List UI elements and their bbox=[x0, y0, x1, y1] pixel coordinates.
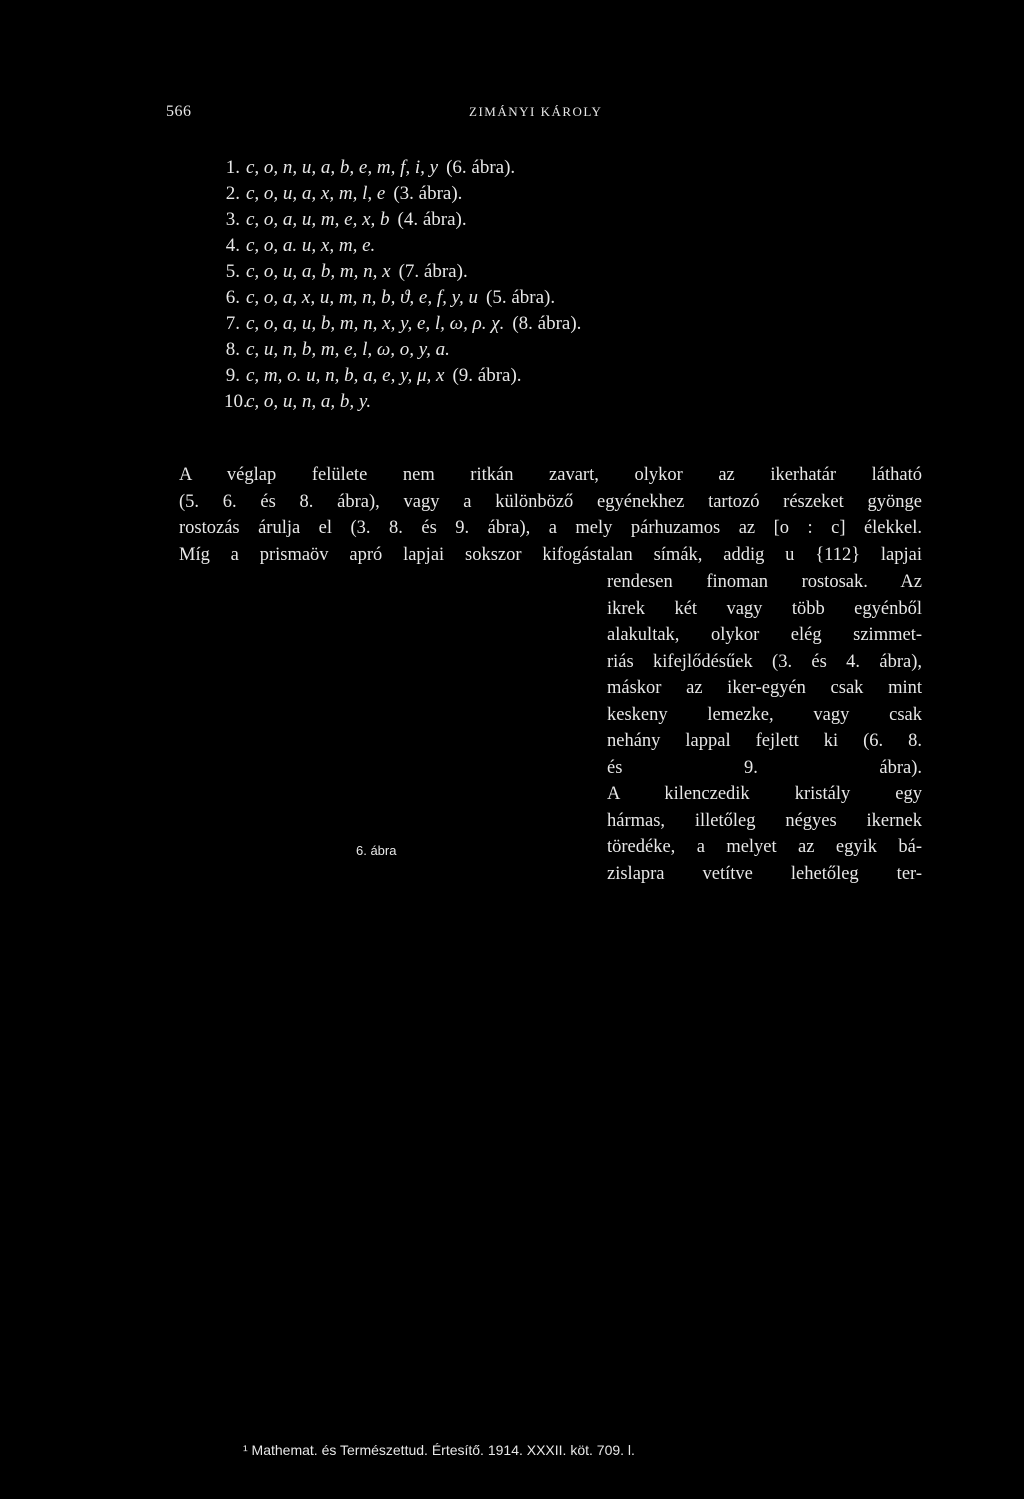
list-item bbox=[224, 157, 515, 179]
text-line: és 9. ábra). bbox=[607, 757, 922, 778]
list-forms: c, m, o. u, n, b, a, e, y, μ, x bbox=[246, 365, 445, 386]
figure-caption: 6. ábra bbox=[356, 843, 397, 858]
list-forms: c, o, u, a, b, m, n, x bbox=[246, 261, 391, 282]
list-forms: c, u, n, b, m, e, l, ω, o, y, a. bbox=[246, 339, 450, 360]
list-number: 5. bbox=[225, 261, 240, 282]
list-figure-ref: (5. ábra). bbox=[486, 287, 556, 308]
list-forms: c, o, u, n, a, b, y. bbox=[246, 391, 372, 412]
list-forms: c, o, a, u, b, m, n, x, y, e, l, ω, ρ. χ. bbox=[246, 313, 505, 334]
text-line: rostozás árulja el (3. 8. és 9. ábra), a mely párhuzamos az [o : c] élekkel. bbox=[179, 518, 922, 539]
list-figure-ref: (9. ábra). bbox=[452, 365, 522, 386]
list-number: 3. bbox=[225, 209, 240, 230]
list-number: 6. bbox=[225, 287, 240, 308]
list-figure-ref: (4. ábra). bbox=[397, 209, 467, 230]
list-number: 10. bbox=[224, 391, 248, 412]
text-line: hármas, illetőleg négyes ikernek bbox=[607, 810, 922, 831]
list-figure-ref: (8. ábra). bbox=[512, 313, 582, 334]
text-line: riás kifejlődésűek (3. és 4. ábra), bbox=[607, 651, 922, 672]
text-line: (5. 6. és 8. ábra), vagy a különböző egyénekhez tartozó részeket gyönge bbox=[179, 491, 922, 512]
list-item bbox=[224, 235, 383, 257]
text-line: máskor az iker-egyén csak mint bbox=[607, 678, 922, 698]
list-forms: c, o, u, a, x, m, l, e bbox=[246, 183, 386, 204]
text-line: Míg a prismaöv apró lapjai sokszor kifogástalan símák, addig u {112} lapjai bbox=[179, 545, 922, 566]
page-number: 566 bbox=[166, 103, 192, 120]
list-forms: c, o, a, u, m, e, x, b bbox=[246, 209, 390, 230]
list-figure-ref: (7. ábra). bbox=[398, 261, 468, 282]
list-item bbox=[224, 183, 462, 205]
text-line: töredéke, a melyet az egyik bá- bbox=[607, 837, 922, 857]
text-line: zislapra vetítve lehetőleg ter- bbox=[607, 863, 922, 884]
text-line: A kilenczedik kristály egy bbox=[607, 784, 922, 804]
list-number: 4. bbox=[225, 235, 240, 256]
list-figure-ref: (6. ábra). bbox=[446, 157, 516, 178]
list-number: 1. bbox=[225, 157, 240, 178]
list-forms: c, o, a. u, x, m, e. bbox=[246, 235, 376, 256]
text-line: ikrek két vagy több egyénből bbox=[607, 598, 922, 619]
list-number: 7. bbox=[225, 313, 240, 334]
text-line: A véglap felülete nem ritkán zavart, olykor az ikerhatár látható bbox=[179, 465, 922, 485]
text-line: nehány lappal fejlett ki (6. 8. bbox=[607, 731, 922, 751]
list-item bbox=[224, 339, 458, 361]
list-number: 9. bbox=[225, 365, 240, 386]
list-item bbox=[224, 365, 522, 387]
running-title: ZIMÁNYI KÁROLY bbox=[469, 104, 603, 119]
list-forms: c, o, n, u, a, b, e, m, f, i, y bbox=[246, 157, 439, 178]
list-item bbox=[224, 261, 468, 283]
list-number: 8. bbox=[225, 339, 240, 360]
list-item bbox=[224, 287, 555, 309]
text-line: rendesen finoman rostosak. Az bbox=[607, 572, 922, 592]
text-line: keskeny lemezke, vagy csak bbox=[607, 704, 922, 725]
list-item bbox=[224, 209, 467, 231]
text-line: alakultak, olykor elég szimmet- bbox=[607, 625, 922, 645]
list-number: 2. bbox=[225, 183, 240, 204]
list-item bbox=[224, 313, 581, 335]
list-item bbox=[224, 391, 379, 413]
list-figure-ref: (3. ábra). bbox=[393, 183, 463, 204]
footnote: ¹ Mathemat. és Természettud. Értesítő. 1914. XXXII. köt. 709. l. bbox=[243, 1442, 635, 1458]
list-forms: c, o, a, x, u, m, n, b, ϑ, e, f, y, u bbox=[246, 287, 479, 308]
